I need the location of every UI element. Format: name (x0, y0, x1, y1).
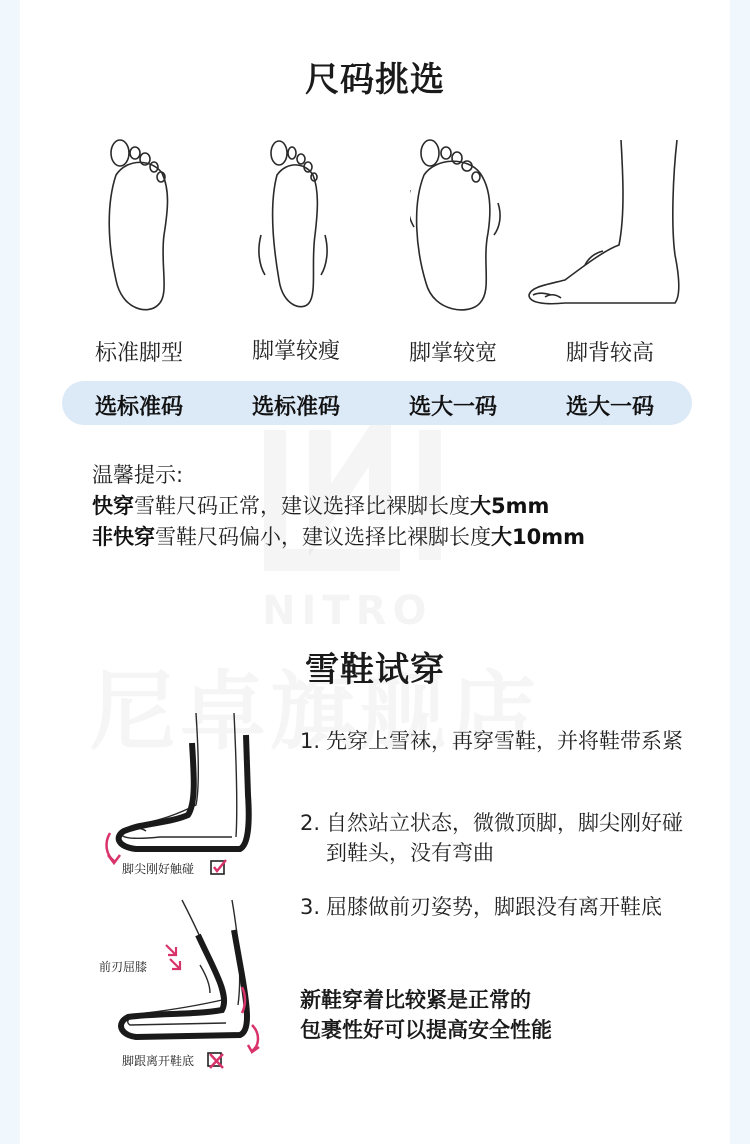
fit-note (300, 985, 680, 1045)
boot-heel-lift-illustration (110, 895, 270, 1060)
advice-high-instep: 选大一码 (565, 395, 654, 420)
foot-type-label-narrow: 脚掌较瘦 (251, 339, 340, 364)
step-1-text: 先穿上雪袜，再穿雪鞋，并将鞋带系紧 (326, 729, 683, 753)
wide-foot-icon (410, 135, 530, 315)
standard-foot-icon (98, 135, 218, 315)
tips-line-2-text: 雪鞋尺码偏小，建议选择比裸脚长度 (155, 525, 491, 549)
try-on-title: 雪鞋试穿 (305, 650, 445, 690)
heel-lift-annotation: 脚跟离开鞋底 (122, 1054, 195, 1068)
tips-line-2-end: 大10mm (491, 525, 585, 549)
foot-type-label-standard: 标准脚型 (94, 341, 183, 366)
boot-toe-touch-illustration (100, 705, 260, 870)
step-3-number: 3. (300, 895, 321, 919)
tips-heading: 温馨提示: (92, 463, 184, 487)
tips-line-1-text: 雪鞋尺码正常，建议选择比裸脚长度 (134, 494, 470, 518)
step-2-number: 2. (300, 811, 321, 835)
step-1-number: 1. (300, 729, 321, 753)
front-edge-annotation: 前刃屈膝 (99, 960, 148, 974)
tips-line-2-bold: 非快穿 (92, 525, 155, 549)
size-selection-title: 尺码挑选 (305, 60, 445, 100)
step-2-text: 自然站立状态，微微顶脚，脚尖刚好碰到鞋头，没有弯曲 (326, 811, 683, 865)
advice-narrow: 选标准码 (251, 395, 340, 420)
tips-line-1-end: 大5mm (470, 494, 550, 518)
fit-note-line-1: 新鞋穿着比较紧是正常的 (300, 988, 531, 1012)
advice-standard: 选标准码 (94, 395, 183, 420)
tips-line-2 (92, 522, 585, 553)
foot-type-label-high-instep: 脚背较高 (565, 341, 654, 366)
high-instep-foot-icon (525, 135, 685, 315)
narrow-foot-icon (255, 135, 375, 315)
advice-wide: 选大一码 (408, 395, 497, 420)
toe-touch-annotation: 脚尖刚好触碰 (122, 862, 195, 876)
check-box-icon (210, 858, 228, 876)
cross-box-icon (207, 1050, 227, 1070)
tips-line-1 (92, 491, 585, 522)
fit-note-line-2: 包裹性好可以提高安全性能 (300, 1018, 552, 1042)
foot-type-label-wide: 脚掌较宽 (408, 341, 497, 366)
step-3-text: 屈膝做前刃姿势，脚跟没有离开鞋底 (326, 895, 662, 919)
tips-block (92, 460, 585, 553)
tips-line-1-bold: 快穿 (92, 494, 134, 518)
